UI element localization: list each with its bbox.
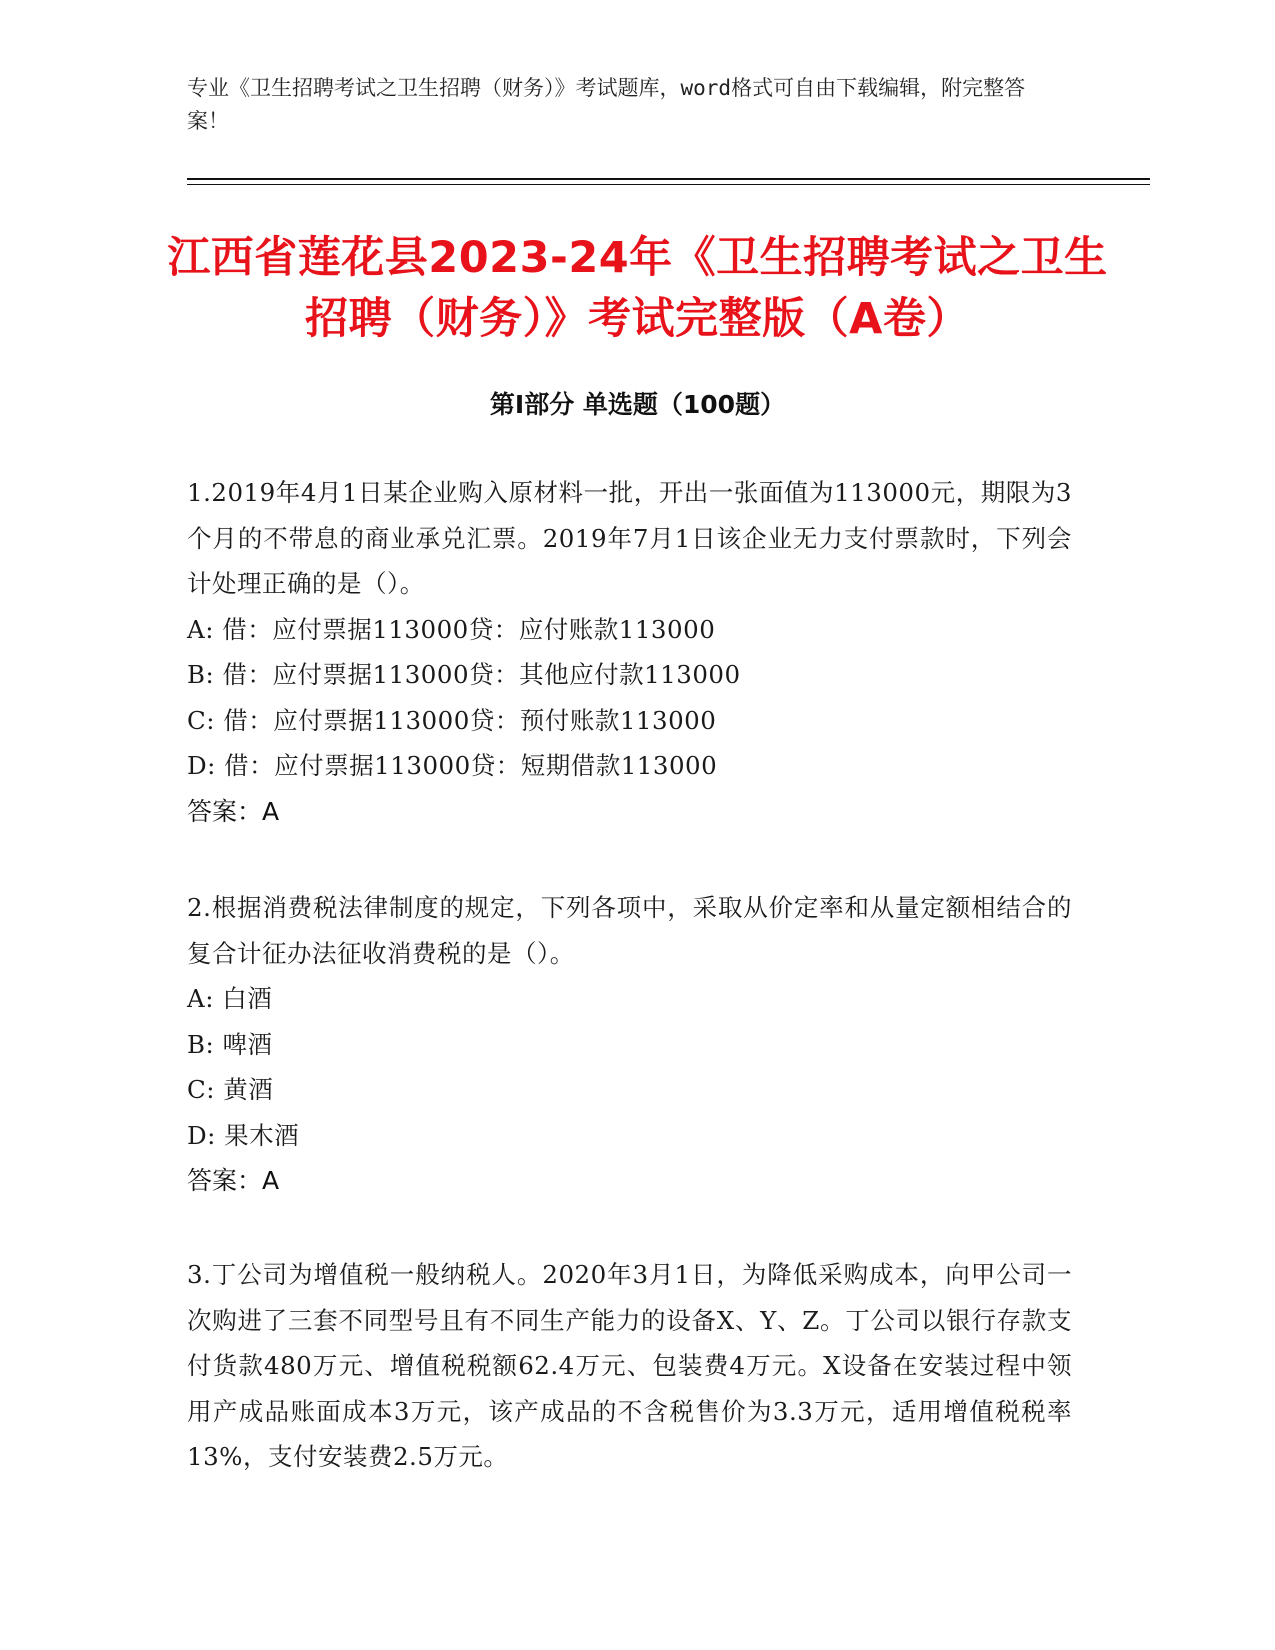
option-d: D: 借：应付票据113000贷：短期借款113000 bbox=[187, 751, 718, 780]
question-1 bbox=[187, 470, 1072, 834]
document-title: 江西省莲花县2023-24年《卫生招聘考试之卫生招聘（财务）》考试完整版（A卷） bbox=[167, 233, 1108, 344]
option-b: B: 借：应付票据113000贷：其他应付款113000 bbox=[187, 660, 741, 689]
answer-line: 答案：A bbox=[187, 796, 280, 826]
option-c: C: 借：应付票据113000贷：预付账款113000 bbox=[187, 705, 717, 735]
option-d: D: 果木酒 bbox=[187, 1120, 300, 1150]
option-c: C: 黄酒 bbox=[187, 1075, 274, 1104]
question-stem: 1.2019年4月1日某企业购入原材料一批，开出一张面值为113000元，期限为3个月的不带息的商业承兑汇票。2019年7月1日该企业无力支付票款时，下列会计处理正确的是（）。 bbox=[187, 478, 1072, 598]
option-b: B: 啤酒 bbox=[187, 1029, 273, 1059]
question-stem: 3.丁公司为增值税一般纳税人。2020年3月1日，为降低采购成本，向甲公司一次购进了三套不同型号且有不同生产能力的设备X、Y、Z。丁公司以银行存款支付货款480万元、增值税税额62.4万元、包装费4万元。X设备在安装过程中领用产成品账面成本3万元，该产成品的不含税售价为3.3万元，适用增值税税率13%，支付安装费2.5万元。 bbox=[187, 1260, 1072, 1471]
question-2 bbox=[187, 885, 1072, 1204]
question-3 bbox=[187, 1252, 1072, 1480]
header-note: 专业《卫生招聘考试之卫生招聘（财务）》考试题库，word格式可自由下载编辑，附完整答案！ bbox=[187, 76, 1026, 133]
option-a: A: 借：应付票据113000贷：应付账款113000 bbox=[187, 614, 716, 644]
section-title: 第I部分 单选题（100题） bbox=[489, 390, 786, 419]
option-a: A: 白酒 bbox=[187, 984, 273, 1013]
header-divider-thick bbox=[187, 178, 1150, 180]
question-stem: 2.根据消费税法律制度的规定，下列各项中，采取从价定率和从量定额相结合的复合计征办法征收消费税的是（）。 bbox=[187, 893, 1072, 968]
answer-line: 答案：A bbox=[187, 1166, 280, 1195]
header-divider-thin bbox=[187, 184, 1150, 185]
